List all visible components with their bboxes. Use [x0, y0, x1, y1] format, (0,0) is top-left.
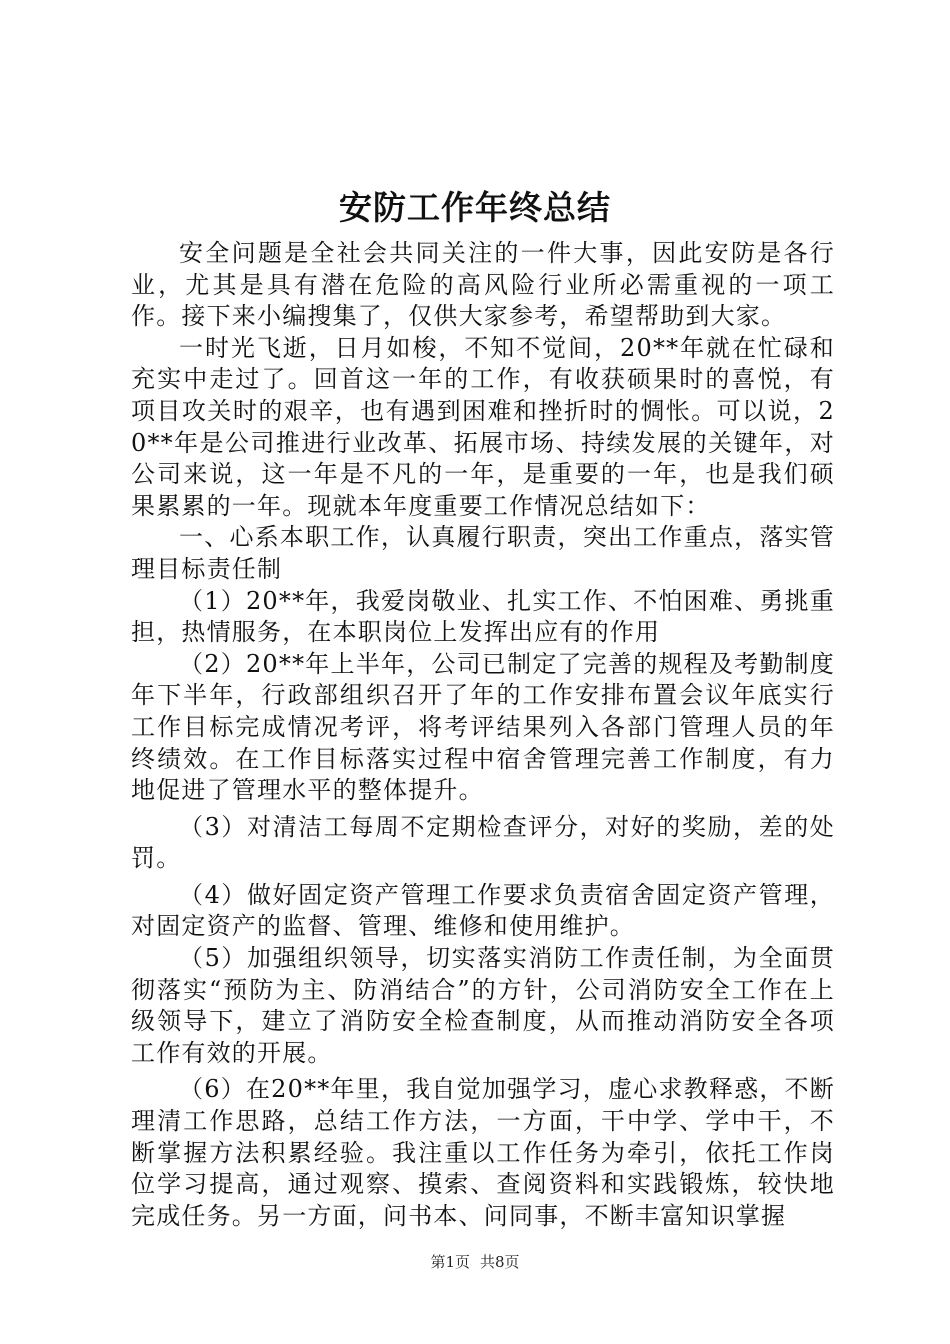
document-title: 安防工作年终总结 — [339, 188, 611, 227]
paragraph-item-3: （3）对清洁工每周不定期检查评分，对好的奖励，差的处罚。 — [131, 812, 835, 873]
paragraph-item-1: （1）20**年，我爱岗敬业、扎实工作、不怕困难、勇挑重担，热情服务，在本职岗位上发挥出应有的作用 — [131, 586, 835, 647]
paragraph-item-6: （6）在20**年里，我自觉加强学习，虚心求教释惑，不断理清工作思路，总结工作方法，一方面，干中学、学中干，不断掌握方法积累经验。我注重以工作任务为牵引，依托工作岗位学习提高，通过观察、摸索、查阅资料和实践锻炼，较快地完成任务。另一方面，问书本、问同事，不断丰富知识掌握 — [131, 1075, 835, 1230]
paragraph-overview: 一时光飞逝，日月如梭，不知不觉间，20**年就在忙碌和充实中走过了。回首这一年的工作，有收获硕果时的喜悦，有项目攻关时的艰辛，也有遇到困难和挫折时的惆怅。可以说，20**年是公司推进行业改革、拓展市场、持续发展的关键年，对公司来说，这一年是不凡的一年，是重要的一年，也是我们硕果累累的一年。现就本年度重要工作情况总结如下： — [131, 333, 835, 520]
page-footer — [0, 1252, 950, 1272]
section-heading-1: 一、心系本职工作，认真履行职责，突出工作重点，落实管理目标责任制 — [131, 523, 835, 583]
page-total: 共8页 — [480, 1253, 520, 1271]
page-number: 第1页 — [430, 1253, 470, 1271]
paragraph-item-5: （5）加强组织领导，切实落实消防工作责任制，为全面贯彻落实“预防为主、防消结合”的方针，公司消防安全工作在上级领导下，建立了消防安全检查制度，从而推动消防安全各项工作有效的开展。 — [131, 944, 835, 1067]
paragraph-intro: 安全问题是全社会共同关注的一件大事，因此安防是各行业，尤其是具有潜在危险的高风险行业所必需重视的一项工作。接下来小编搜集了，仅供大家参考，希望帮助到大家。 — [131, 239, 835, 331]
paragraph-item-2: （2）20**年上半年，公司已制定了完善的规程及考勤制度年下半年，行政部组织召开了年的工作安排布置会议年底实行工作目标完成情况考评，将考评结果列入各部门管理人员的年终绩效。在工作目标落实过程中宿舍管理完善工作制度，有力地促进了管理水平的整体提升。 — [131, 649, 835, 805]
document-body — [131, 238, 835, 1232]
paragraph-item-4: （4）做好固定资产管理工作要求负责宿舍固定资产管理，对固定资产的监督、管理、维修和使用维护。 — [131, 880, 835, 941]
